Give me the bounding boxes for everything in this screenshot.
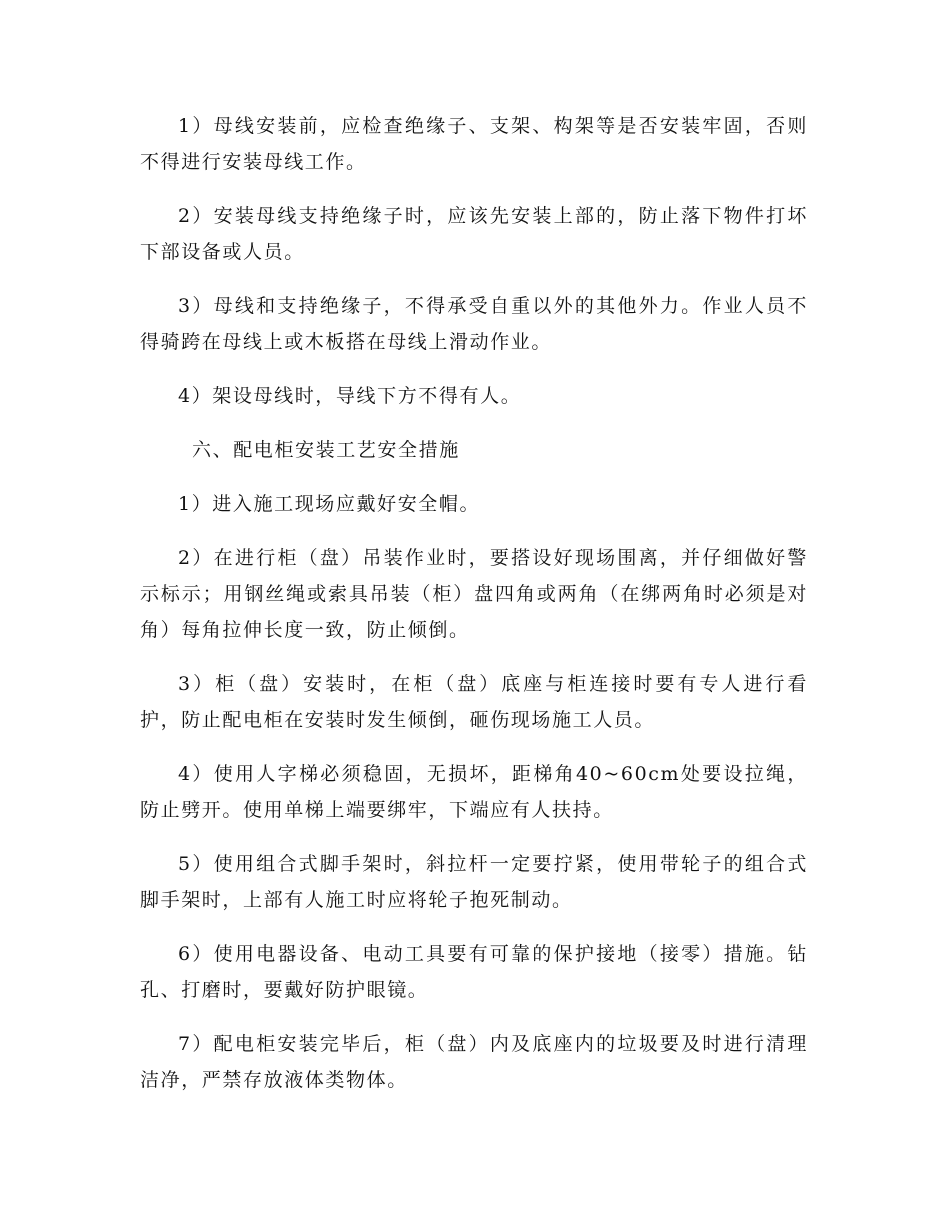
cabinet-step-3-paragraph: 3）柜（盘）安装时，在柜（盘）底座与柜连接时要有专人进行看护，防止配电柜在安装时发生倾倒，砸伤现场施工人员。: [140, 673, 808, 731]
busbar-step-4-paragraph: 4）架设母线时，导线下方不得有人。: [178, 385, 522, 407]
busbar-step-2-paragraph: 2）安装母线支持绝缘子时，应该先安装上部的，防止落下物件打坏下部设备或人员。: [140, 205, 808, 263]
section-heading: 六、配电柜安装工艺安全措施: [192, 439, 460, 461]
cabinet-step-5-paragraph: 5）使用组合式脚手架时，斜拉杆一定要拧紧，使用带轮子的组合式脚手架时，上部有人施工时应将轮子抱死制动。: [140, 853, 808, 911]
cabinet-step-6-paragraph: 6）使用电器设备、电动工具要有可靠的保护接地（接零）措施。钻孔、打磨时，要戴好防护眼镜。: [140, 943, 808, 1001]
cabinet-step-4-paragraph: 4）使用人字梯必须稳固，无损坏，距梯角40~60cm处要设拉绳，防止劈开。使用单梯上端要绑牢，下端应有人扶持。: [140, 763, 808, 821]
busbar-step-3-paragraph: 3）母线和支持绝缘子，不得承受自重以外的其他外力。作业人员不得骑跨在母线上或木板搭在母线上滑动作业。: [140, 295, 808, 353]
cabinet-step-7-paragraph: 7）配电柜安装完毕后，柜（盘）内及底座内的垃圾要及时进行清理洁净，严禁存放液体类物体。: [140, 1033, 808, 1091]
busbar-step-1-paragraph: 1）母线安装前，应检查绝缘子、支架、构架等是否安装牢固，否则不得进行安装母线工作。: [140, 115, 808, 173]
document-body: [140, 108, 808, 1116]
cabinet-step-1-paragraph: 1）进入施工现场应戴好安全帽。: [178, 493, 481, 515]
cabinet-step-2-paragraph: 2）在进行柜（盘）吊装作业时，要搭设好现场围离，并仔细做好警示标示；用钢丝绳或索具吊装（柜）盘四角或两角（在绑两角时必须是对角）每角拉伸长度一致，防止倾倒。: [140, 547, 808, 641]
